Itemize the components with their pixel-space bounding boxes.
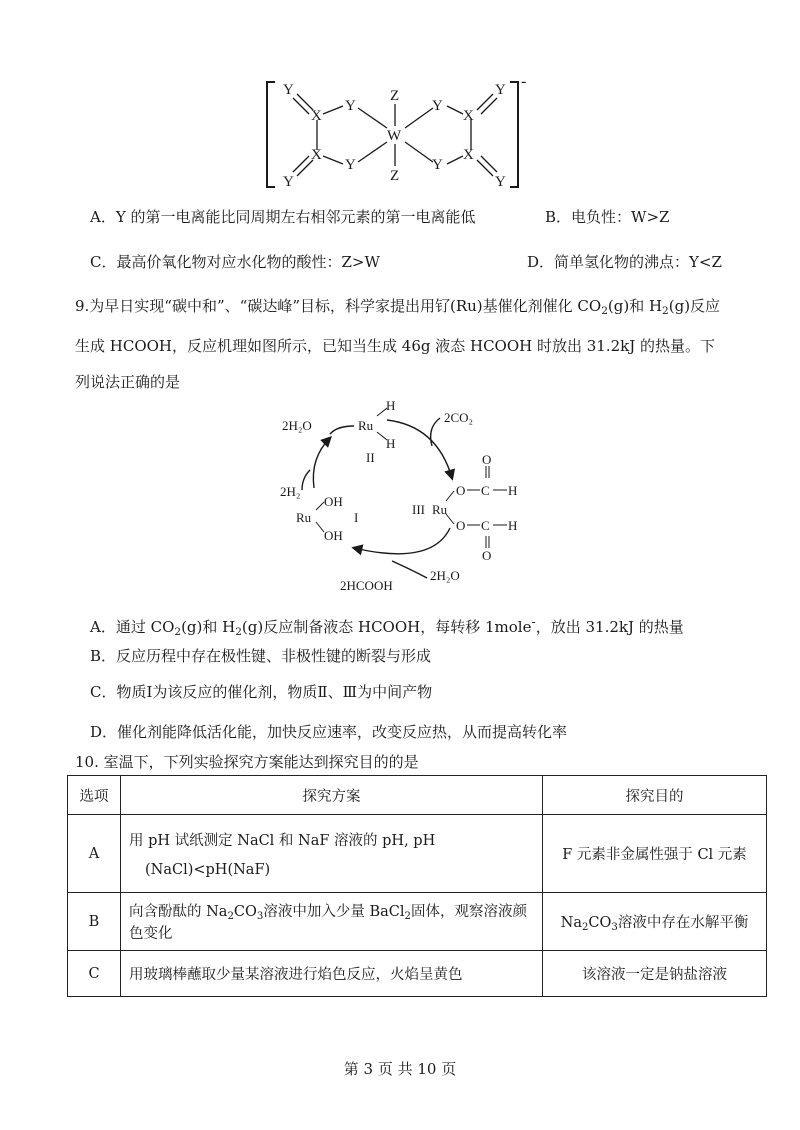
- atom-y: Y: [432, 98, 443, 114]
- c-label: C: [481, 518, 490, 533]
- atom-y: Y: [283, 174, 294, 190]
- atom-x: X: [463, 147, 474, 163]
- h-label: H: [508, 483, 518, 498]
- h-label: H: [386, 398, 396, 413]
- row-b-goal: $Na_2CO_3$溶液中存在水解平衡: [543, 893, 767, 951]
- species-iii-label: III: [412, 502, 425, 517]
- o-label: O: [482, 452, 492, 467]
- atom-y: Y: [283, 82, 294, 98]
- q9-option-b: B．反应历程中存在极性键、非极性键的断裂与形成: [90, 647, 432, 665]
- table-row: [68, 951, 767, 997]
- atom-x: X: [311, 108, 322, 124]
- atom-y: Y: [495, 174, 506, 190]
- table-header-row: [68, 776, 767, 815]
- h2o-bottom-label: 2H₂O: [430, 568, 460, 583]
- species-i-label: I: [354, 510, 359, 525]
- q8-option-d: D．简单氢化物的沸点：Y<Z: [527, 253, 722, 271]
- row-c-goal: 该溶液一定是钠盐溶液: [543, 951, 767, 997]
- q9-stem-line-2: 生成 HCOOH，反应机理如图所示，已知当生成 46g 液态 HCOOH 时放出 31.2kJ 的热量。下: [75, 337, 716, 355]
- row-a-goal: F 元素非金属性强于 Cl 元素: [543, 815, 767, 893]
- header-plan: 探究方案: [121, 776, 543, 815]
- atom-y: Y: [345, 98, 356, 114]
- left-bracket: [267, 82, 275, 187]
- q10-stem: 10. 室温下，下列实验探究方案能达到探究目的的是: [75, 753, 419, 771]
- q9-stem-line-1: 9.为早日实现“碳中和”、“碳达峰”目标，科学家提出用钌(Ru)基催化剂催化 $CO_2(g)$和 $H_2(g)$反应: [75, 297, 721, 317]
- page-footer: 第 3 页 共 10 页: [343, 1060, 457, 1078]
- table-row: [68, 893, 767, 951]
- co2-label: 2CO₂: [444, 410, 474, 425]
- q9-option-a: A．通过 $CO_2(g)$和 $H_2(g)$反应制备液态 HCOOH，每转移 1mole-，放出 31.2kJ 的热量: [90, 614, 684, 638]
- atom-x: X: [463, 108, 474, 124]
- row-b-plan: 向含酚酞的 $Na_2CO_3$溶液中加入少量 BaCl$_2$固体，观察溶液颜色变化: [121, 893, 543, 951]
- q8-option-c: C．最高价氧化物对应水化物的酸性：Z>W: [90, 253, 380, 271]
- atom-w: W: [387, 128, 402, 144]
- h-label: H: [508, 518, 518, 533]
- row-c-option: C: [68, 951, 121, 997]
- atom-y: Y: [345, 157, 356, 173]
- ru-label: Ru: [358, 418, 374, 433]
- atom-y: Y: [495, 82, 506, 98]
- q8-option-a: A．Y 的第一电离能比同周期左右相邻元素的第一电离能低: [90, 208, 476, 226]
- oh-label: OH: [324, 528, 343, 543]
- h-label: H: [386, 436, 396, 451]
- q9-option-c: C．物质Ⅰ为该反应的催化剂，物质Ⅱ、Ⅲ为中间产物: [90, 683, 433, 701]
- row-b-option: B: [68, 893, 121, 951]
- table-row: [68, 815, 767, 893]
- h2o-top-label: 2H₂O: [282, 418, 312, 433]
- q8-option-b: B．电负性：W>Z: [545, 208, 670, 226]
- q9-stem-line-3: 列说法正确的是: [75, 373, 181, 391]
- reaction-mechanism-diagram: [262, 398, 552, 598]
- o-label: O: [482, 548, 492, 563]
- header-goal: 探究目的: [543, 776, 767, 815]
- right-bracket: [510, 82, 518, 187]
- atom-z: Z: [390, 168, 400, 184]
- row-a-plan: 用 pH 试纸测定 NaCl 和 NaF 溶液的 pH, pH (NaCl)<pH(NaF): [121, 815, 543, 893]
- ru-label: Ru: [296, 510, 312, 525]
- q9-option-d: D．催化剂能降低活化能，加快反应速率，改变反应热，从而提高转化率: [90, 723, 568, 741]
- atom-y: Y: [432, 157, 443, 173]
- h2-label: 2H₂: [280, 484, 301, 499]
- o-label: O: [456, 518, 466, 533]
- header-option: 选项: [68, 776, 121, 815]
- o-label: O: [456, 483, 466, 498]
- experiment-table: [67, 775, 767, 997]
- atom-z: Z: [390, 88, 400, 104]
- species-ii-label: II: [366, 450, 375, 465]
- charge-label: -: [521, 73, 527, 90]
- hcooh-label: 2HCOOH: [340, 578, 393, 593]
- oh-label: OH: [324, 494, 343, 509]
- ru-label: Ru: [432, 502, 448, 517]
- c-label: C: [481, 483, 490, 498]
- atom-x: X: [311, 147, 322, 163]
- anion-structure-diagram: [255, 72, 545, 197]
- row-c-plan: 用玻璃棒蘸取少量某溶液进行焰色反应，火焰呈黄色: [121, 951, 543, 997]
- row-a-option: A: [68, 815, 121, 893]
